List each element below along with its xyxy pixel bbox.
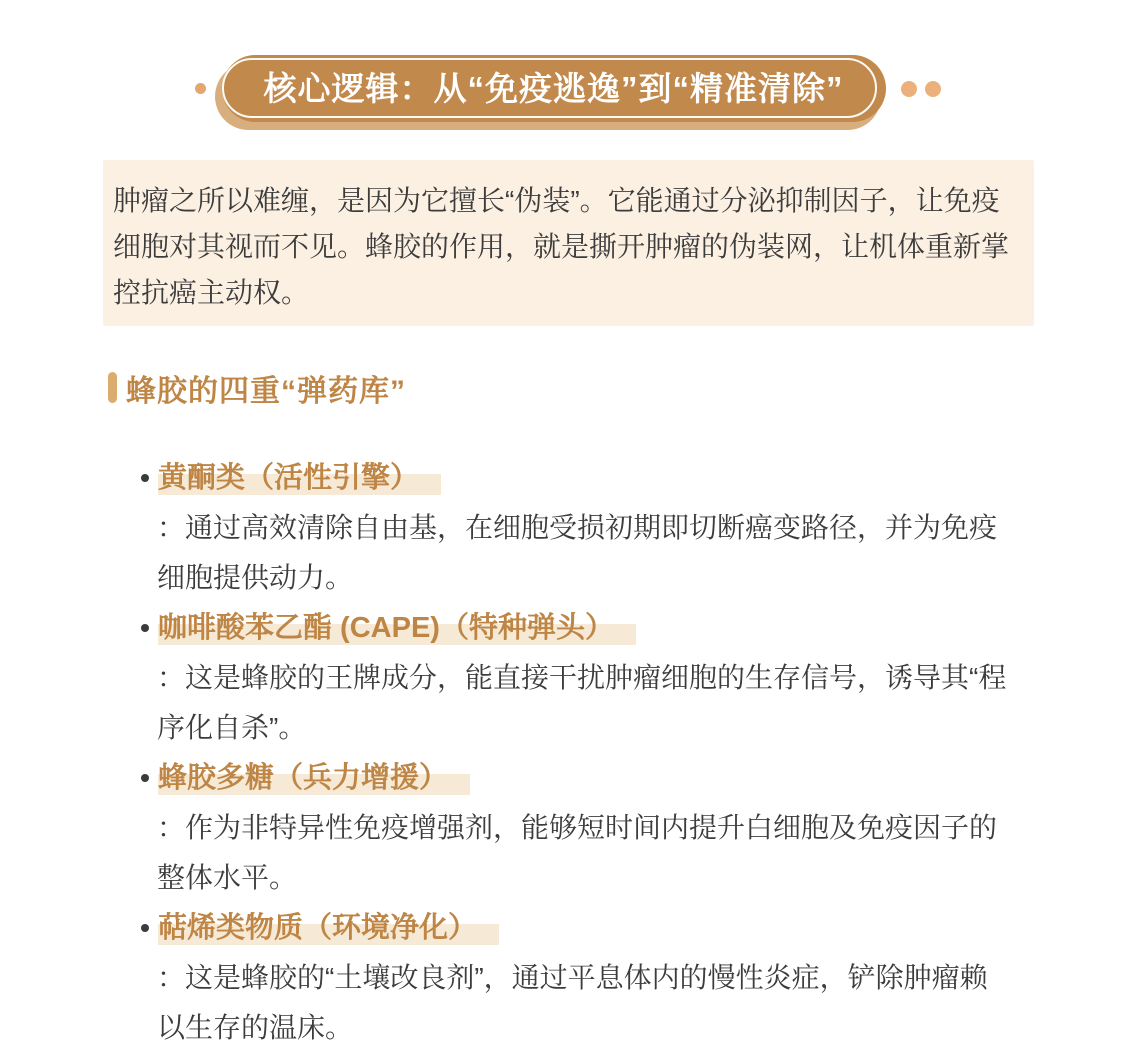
item-title: 咖啡酸苯乙酯 (CAPE)（特种弹头） <box>158 611 636 646</box>
banner-title: 核心逻辑：从“免疫逃逸”到“精准清除” <box>263 70 844 107</box>
item-title-row <box>141 603 1026 653</box>
item-title-row <box>141 753 1026 803</box>
item-title: 蜂胶多糖（兵力增援） <box>158 761 470 796</box>
banner-right-dot-icon <box>925 81 941 97</box>
item-title-row <box>141 903 1026 953</box>
item-title: 黄酮类（活性引擎） <box>158 461 441 496</box>
bullet-dot-icon <box>141 774 149 782</box>
section-title: 蜂胶的四重“弹药库” <box>126 374 406 408</box>
item-description: ：作为非特异性免疫增强剂，能够短时间内提升白细胞及免疫因子的整体水平。 <box>157 812 998 893</box>
list-item <box>141 453 1026 603</box>
banner-pill <box>222 55 886 122</box>
intro-text: 肿瘤之所以难缠，是因为它擅长“伪装”。它能通过分泌抑制因子，让免疫细胞对其视而不见。蜂胶的作用，就是撕开肿瘤的伪装网，让机体重新掌控抗癌主动权。 <box>113 185 1010 308</box>
banner-left-dot-icon <box>195 83 206 94</box>
banner-right-dot-icon <box>901 81 917 97</box>
item-description: ：这是蜂胶的王牌成分，能直接干扰肿瘤细胞的生存信号，诱导其“程序化自杀”。 <box>157 662 1007 743</box>
list-item <box>141 903 1026 1053</box>
item-title: 萜烯类物质（环境净化） <box>158 911 499 946</box>
banner <box>0 0 1135 122</box>
item-description: ：通过高效清除自由基，在细胞受损初期即切断癌变路径，并为免疫细胞提供动力。 <box>157 512 998 593</box>
intro-card <box>103 160 1034 326</box>
list-item <box>141 753 1026 903</box>
bullet-dot-icon <box>141 624 149 632</box>
banner-pill-face <box>222 55 886 122</box>
ammo-list <box>141 453 1026 1053</box>
bullet-dot-icon <box>141 924 149 932</box>
section-accent-bar-icon <box>108 372 117 403</box>
item-description: ：这是蜂胶的“土壤改良剂”，通过平息体内的慢性炎症，铲除肿瘤赖以生存的温床。 <box>157 962 988 1043</box>
bullet-dot-icon <box>141 474 149 482</box>
item-title-row <box>141 453 1026 503</box>
section-heading <box>108 372 1135 408</box>
list-item <box>141 603 1026 753</box>
